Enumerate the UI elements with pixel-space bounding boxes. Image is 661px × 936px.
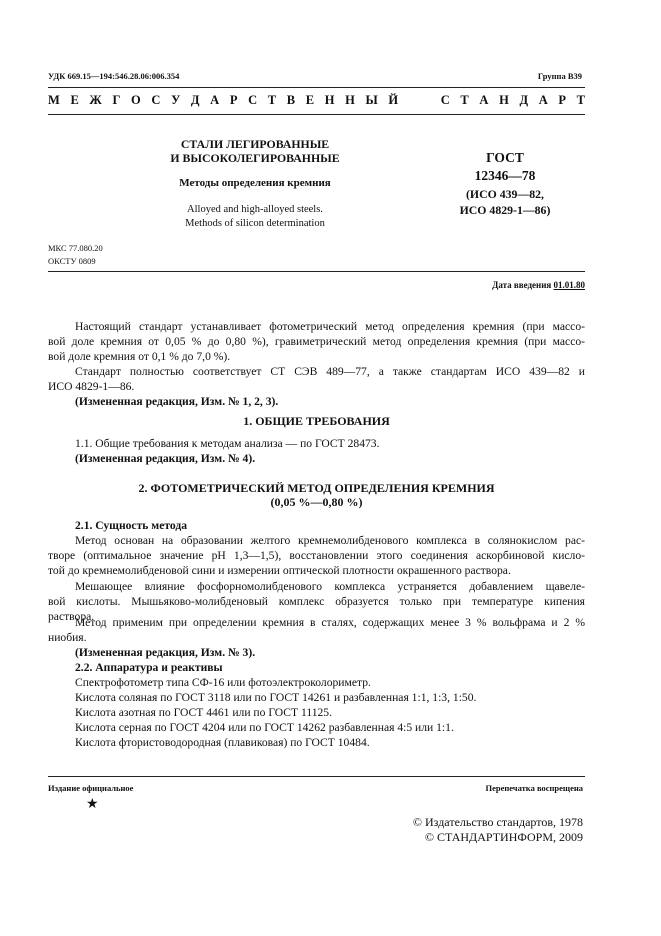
reagent-sulfuric-acid: Кислота серная по ГОСТ 4204 или по ГОСТ 14262 разбавленная 4:5 или 1:1. bbox=[75, 721, 454, 734]
copyright-publisher-1978: © Издательство стандартов, 1978 bbox=[412, 815, 583, 829]
title-line-1: СТАЛИ ЛЕГИРОВАННЫЕ bbox=[180, 137, 330, 151]
interference-paragraph-line-1: Мешающее влияние фосфорномолибденового комплекса устраняется добавлением щавеле- bbox=[75, 580, 585, 593]
section-2-heading-line-2: (0,05 %—0,80 %) bbox=[270, 495, 363, 509]
interference-paragraph-line-3: раствора. bbox=[48, 610, 95, 623]
english-title-line-1: Alloyed and high-alloyed steels. bbox=[187, 204, 323, 215]
interstate-standard-banner: М Е Ж Г О С У Д А Р С Т В Е Н Н Ы Й С Т А Н Д А Р Т bbox=[48, 93, 585, 107]
top-divider bbox=[48, 87, 585, 88]
mks-code: МКС 77.080.20 bbox=[48, 243, 103, 253]
intro-line-3: вой доле кремния от 0,1 % до 7,0 %). bbox=[48, 350, 231, 363]
official-edition-label: Издание официальное bbox=[48, 783, 134, 793]
section-2-heading-line-1: 2. ФОТОМЕТРИЧЕСКИЙ МЕТОД ОПРЕДЕЛЕНИЯ КРЕМНИЯ bbox=[138, 481, 495, 495]
group-code: Группа В39 bbox=[537, 71, 582, 81]
intro-line-1: Настоящий стандарт устанавливает фотометрический метод определения кремния (при массо- bbox=[75, 320, 585, 333]
section-1-heading: 1. ОБЩИЕ ТРЕБОВАНИЯ bbox=[243, 414, 390, 428]
interference-paragraph-line-2: вой кислоты. Мышьяково-молибденовый комплекс образуется только при температуре кипения bbox=[48, 595, 585, 608]
document-subtitle: Методы определения кремния bbox=[179, 177, 331, 189]
method-paragraph-line-1: Метод основан на образовании желтого кремнемолибденового комплекса в солянокислом рас- bbox=[75, 534, 585, 547]
section-1-amendment-note: (Измененная редакция, Изм. № 4). bbox=[75, 452, 256, 465]
banner-divider bbox=[48, 114, 585, 115]
effective-date bbox=[492, 280, 585, 290]
footer-divider bbox=[48, 776, 585, 777]
section-2-amendment-note: (Измененная редакция, Изм. № 3). bbox=[75, 646, 256, 659]
method-paragraph-line-2: творе (оптимальное значение рН 1,3—1,5), восстановлении этого соединения аскорбиновой кисло- bbox=[48, 549, 585, 562]
reagent-hydrochloric-acid: Кислота соляная по ГОСТ 3118 или по ГОСТ 14261 и разбавленная 1:1, 1:3, 1:50. bbox=[75, 691, 477, 704]
method-paragraph-line-3: той до кремнемолибденовой сини и измерении оптической плотности окрашенного раствора. bbox=[48, 564, 511, 577]
iso-reference-2: ИСО 4829-1—86) bbox=[459, 203, 551, 217]
clause-2-1-heading: 2.1. Сущность метода bbox=[75, 519, 188, 532]
intro-line-5: ИСО 4829-1—86. bbox=[48, 380, 135, 393]
applicability-line-1: Метод применим при определении кремния в сталях, содержащих менее 3 % вольфрама и 2 % bbox=[75, 616, 585, 629]
iso-reference-1: (ИСО 439—82, bbox=[466, 187, 544, 201]
effective-date-value: 01.01.80 bbox=[553, 280, 585, 290]
clause-1-1: 1.1. Общие требования к методам анализа — по ГОСТ 28473. bbox=[75, 437, 380, 450]
classification-divider bbox=[48, 271, 585, 272]
gost-label: ГОСТ bbox=[486, 150, 524, 165]
english-title-line-2: Methods of silicon determination bbox=[185, 218, 325, 229]
okstu-code: ОКСТУ 0809 bbox=[48, 256, 96, 266]
title-line-2: И ВЫСОКОЛЕГИРОВАННЫЕ bbox=[170, 151, 340, 165]
reagent-nitric-acid: Кислота азотная по ГОСТ 4461 или по ГОСТ 11125. bbox=[75, 706, 332, 719]
reagent-hydrofluoric-acid: Кислота фтористоводородная (плавиковая) по ГОСТ 10484. bbox=[75, 736, 370, 749]
effective-date-label: Дата введения bbox=[492, 280, 552, 290]
reagent-spectrophotometer: Спектрофотометр типа СФ-16 или фотоэлектроколориметр. bbox=[75, 676, 371, 689]
gost-number: 12346—78 bbox=[474, 168, 536, 183]
star-icon: ★ bbox=[86, 797, 99, 812]
reprint-prohibited-label: Перепечатка воспрещена bbox=[485, 783, 583, 793]
applicability-line-2: ниобия. bbox=[48, 631, 87, 644]
intro-line-4: Стандарт полностью соответствует СТ СЭВ 489—77, а также стандартам ИСО 439—82 и bbox=[75, 365, 585, 378]
clause-2-2-heading: 2.2. Аппаратура и реактивы bbox=[75, 661, 223, 674]
copyright-standartinform-2009: © СТАНДАРТИНФОРМ, 2009 bbox=[424, 830, 583, 844]
udk-code: УДК 669.15—194:546.28.06:006.354 bbox=[48, 71, 180, 81]
intro-line-2: вой доле кремния от 0,05 % до 0,80 %), гравиметрический метод определения кремния (при массо- bbox=[48, 335, 585, 348]
intro-amendment-note: (Измененная редакция, Изм. № 1, 2, 3). bbox=[75, 395, 279, 408]
